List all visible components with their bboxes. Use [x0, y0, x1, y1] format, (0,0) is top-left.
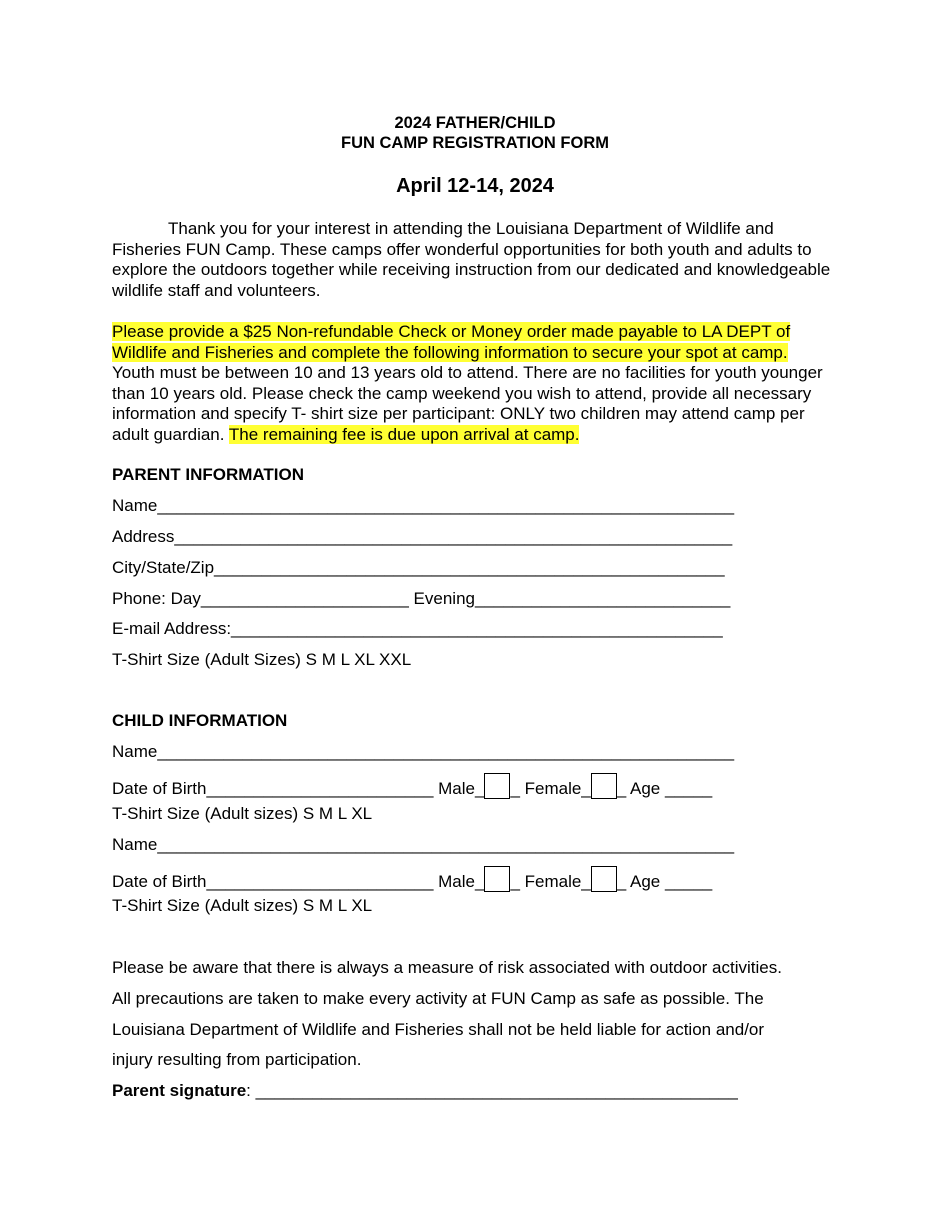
- signature-label: Parent signature: [112, 1081, 247, 1100]
- parent-name-field[interactable]: Name_____________________________________________________________: [112, 496, 735, 515]
- parent-info-heading: PARENT INFORMATION: [112, 465, 305, 484]
- parent-email-field[interactable]: E-mail Address:____________________________________________________: [112, 619, 723, 638]
- parent-city-field[interactable]: City/State/Zip______________________________________________________: [112, 558, 725, 577]
- child1-female-label: _ Female_: [510, 779, 591, 798]
- child2-tshirt-size: T-Shirt Size (Adult sizes) S M L XL: [112, 896, 373, 915]
- camp-dates: April 12-14, 2024: [396, 175, 554, 197]
- child1-name-field[interactable]: Name_____________________________________________________________: [112, 742, 735, 761]
- child2-male-checkbox[interactable]: [484, 866, 510, 892]
- instructions-body: Youth must be between 10 and 13 years old to attend. There are no facilities for youth younger than 10 years old. Please check the camp weekend you wish to attend, provide all necessary information and specify T- shirt size per participant: ONLY two children may attend camp per adult guardian.: [112, 363, 823, 444]
- waiver-line-4: injury resulting from participation.: [112, 1050, 362, 1069]
- instructions-paragraph: [112, 322, 834, 446]
- child2-dob-row: [112, 866, 712, 892]
- intro-paragraph: [112, 219, 842, 301]
- child1-dob-field[interactable]: Date of Birth________________________ Male_: [112, 779, 485, 798]
- child2-dob-field[interactable]: Date of Birth________________________ Male_: [112, 872, 485, 891]
- child1-female-checkbox[interactable]: [591, 773, 617, 799]
- intro-text: Thank you for your interest in attending the Louisiana Department of Wildlife and Fisheries FUN Camp. These camps offer wonderful opportunities for both youth and adults to explore the outdoors together while receiving instruction from our dedicated and knowledgeable wildlife staff and volunteers.: [112, 219, 831, 300]
- form-title-line1: 2024 FATHER/CHILD: [394, 114, 556, 132]
- child1-age-field[interactable]: _ Age _____: [616, 779, 713, 798]
- child2-female-label: _ Female_: [510, 872, 591, 891]
- fee-highlight: Please provide a $25 Non-refundable Check or Money order made payable to LA DEPT of Wildlife and Fisheries and complete the following information to secure your spot at camp.: [112, 322, 791, 362]
- child1-dob-row: [112, 773, 712, 799]
- child2-age-field[interactable]: _ Age _____: [616, 872, 713, 891]
- parent-tshirt-size: T-Shirt Size (Adult Sizes) S M L XL XXL: [112, 650, 412, 669]
- remaining-fee-highlight: The remaining fee is due upon arrival at camp.: [228, 424, 580, 444]
- waiver-line-2: All precautions are taken to make every activity at FUN Camp as safe as possible. The: [112, 989, 764, 1008]
- child2-name-field[interactable]: Name_____________________________________________________________: [112, 835, 735, 854]
- waiver-line-1: Please be aware that there is always a measure of risk associated with outdoor activities.: [112, 958, 782, 977]
- form-title-line2: FUN CAMP REGISTRATION FORM: [341, 134, 609, 152]
- child2-female-checkbox[interactable]: [591, 866, 617, 892]
- child1-male-checkbox[interactable]: [484, 773, 510, 799]
- waiver-line-3: Louisiana Department of Wildlife and Fisheries shall not be held liable for action and/or: [112, 1020, 765, 1039]
- signature-row: [112, 1081, 738, 1101]
- parent-address-field[interactable]: Address___________________________________________________________: [112, 527, 733, 546]
- parent-phone-field[interactable]: Phone: Day______________________ Evening___________________________: [112, 589, 731, 608]
- child1-tshirt-size: T-Shirt Size (Adult sizes) S M L XL: [112, 804, 373, 823]
- signature-field[interactable]: : ___________________________________________________: [246, 1081, 738, 1100]
- child-info-heading: CHILD INFORMATION: [112, 711, 288, 730]
